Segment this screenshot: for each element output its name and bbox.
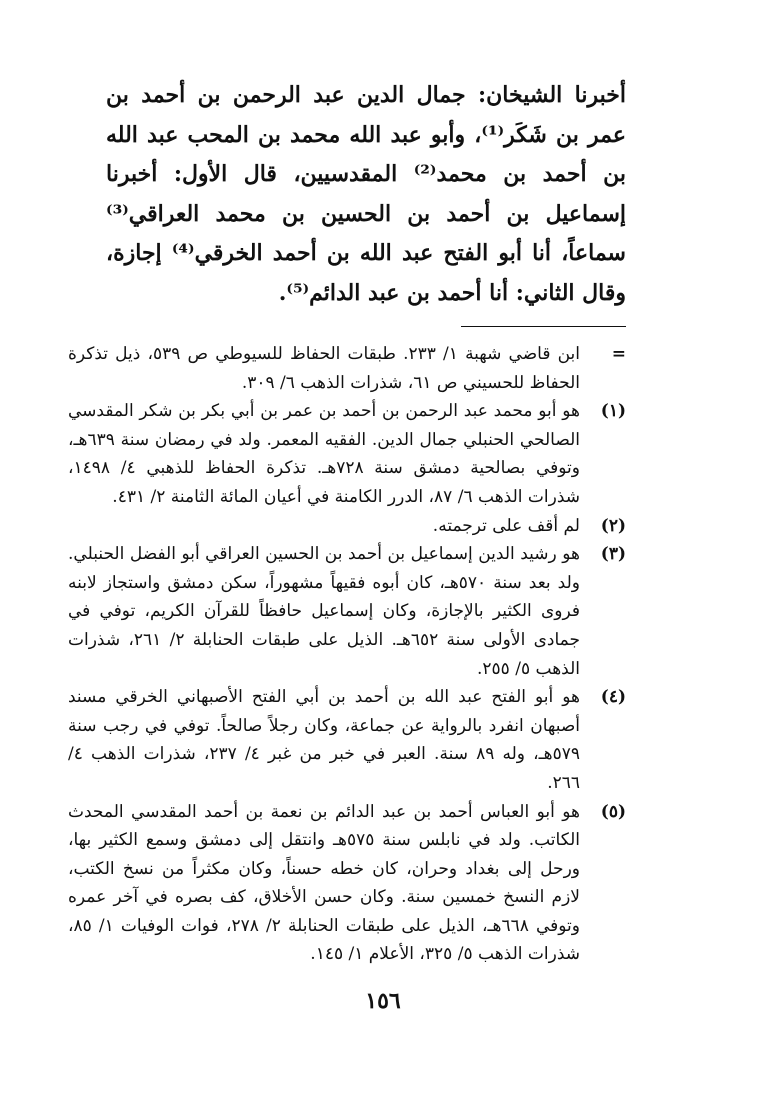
footnote-4: [68, 683, 626, 797]
footnote-marker: =: [611, 344, 626, 364]
footnote-text: هو أبو محمد عبد الرحمن بن أحمد بن عمر بن أبي بكر بن شكر المقدسي الصالحي الحنبلي جمال الدين. الفقيه المعمر. ولد في رمضان سنة ٦٣٩هـ، وتوفي بصالحية دمشق سنة ٧٢٨هـ. تذكرة الحفاظ للذهبي ٤/ ١٤٩٨، شذرات الذهب ٦/ ٨٧، الدرر الكامنة في أعيان المائة الثامنة ٢/ ٤٣١.: [68, 401, 580, 507]
footnote-1: [68, 397, 626, 511]
main-text-block: [106, 76, 626, 313]
footnote-text: ابن قاضي شهبة ١/ ٢٣٣. طبقات الحفاظ للسيوطي ص ٥٣٩، ذيل تذكرة الحفاظ للحسيني ص ٦١، شذرات الذهب ٦/ ٣٠٩.: [68, 344, 580, 393]
footnote-5: [68, 798, 626, 970]
footnote-3: [68, 540, 626, 683]
footnote-marker: (٤): [600, 687, 626, 708]
footnote-continuation: [68, 340, 626, 397]
footnote-text: هو أبو العباس أحمد بن عبد الدائم بن نعمة بن أحمد المقدسي المحدث الكاتب. ولد في نابلس سنة ٥٧٥هـ وانتقل إلى دمشق وسمع الكثير بها، ورحل إلى بغداد وحران، كان خطه حسناً، وكان مكثراً من نسخ الكتب، لازم النسخ خمسين سنة. وكان حسن الأخلاق، كف بصره في آخر عمره وتوفي ٦٦٨هـ، الذيل على طبقات الحنابلة ٢/ ٢٧٨، فوات الوفيات ١/ ٨٥، شذرات الذهب ٥/ ٣٢٥، الأعلام ١/ ١٤٥.: [68, 801, 580, 965]
main-paragraph: أخبرنا الشيخان: جمال الدين عبد الرحمن بن أحمد بن عمر بن شَكَر⁽¹⁾، وأبو عبد الله محمد بن المحب عبد الله بن أحمد بن محمد⁽²⁾ المقدسيين، قال الأول: أخبرنا إسماعيل بن أحمد بن الحسين بن محمد العراقي⁽³⁾ سماعاً، أنا أبو الفتح عبد الله بن أحمد الخرقي⁽⁴⁾ إجازة، وقال الثاني: أنا أحمد بن عبد الدائم⁽⁵⁾.: [106, 82, 627, 306]
footnote-marker: (٢): [600, 515, 626, 536]
footnote-marker: (١): [600, 401, 626, 422]
footnote-text: هو رشيد الدين إسماعيل بن أحمد بن الحسين العراقي أبو الفضل الحنبلي. ولد بعد سنة ٥٧٠هـ، كان أبوه فقيهاً مشهوراً، سكن دمشق واستجاز لابنه فروى الكثير بالإجازة، وكان إسماعيل حافظاً للقرآن الكريم، توفي في جمادى الأولى سنة ٦٥٢هـ. الذيل على طبقات الحنابلة ٢/ ٢٦١، شذرات الذهب ٥/ ٢٥٥.: [68, 544, 580, 679]
footnote-text: هو أبو الفتح عبد الله بن أحمد بن أبي الفتح الأصبهاني الخرقي مسند أصبهان انفرد بالرواية عن جماعة، وكان رجلاً صالحاً. توفي في رجب سنة ٥٧٩هـ، وله ٨٩ سنة. العبر في خبر من غبر ٤/ ٢٣٧، شذرات الذهب ٤/ ٢٦٦.: [68, 687, 580, 793]
footnote-2: [68, 512, 626, 541]
footnote-text: لم أقف على ترجمته.: [432, 515, 580, 536]
page-number: ١٥٦: [365, 988, 401, 1014]
footnote-marker: (٥): [600, 801, 626, 822]
footnote-marker: (٣): [600, 544, 626, 565]
footnote-separator: [461, 326, 626, 327]
footnotes: [68, 340, 626, 969]
